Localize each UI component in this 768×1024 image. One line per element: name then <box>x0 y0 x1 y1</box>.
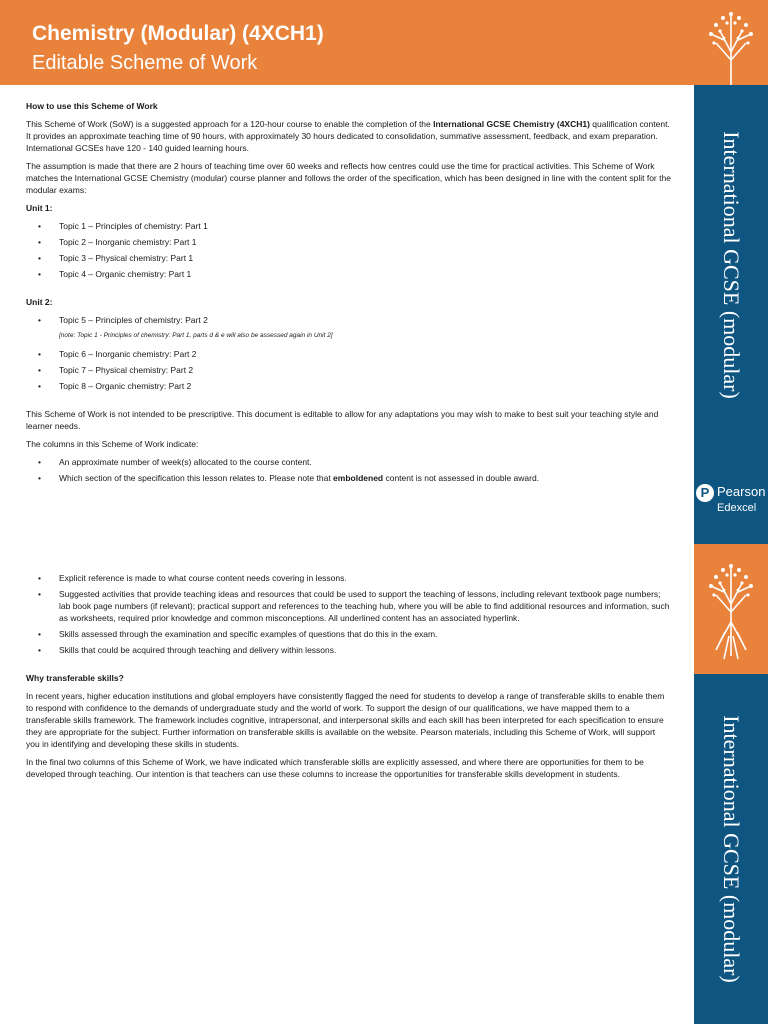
tree-icon <box>694 544 768 674</box>
list-item: • Topic 5 – Principles of chemistry: Part 2 <box>26 314 671 326</box>
columns-text-cont: content is not assessed in double award. <box>383 473 540 483</box>
list-item: • Topic 7 – Physical chemistry: Part 2 <box>26 364 671 376</box>
transferable-paragraph: In recent years, higher education institutions and global employers have consistently flagged the need for students to develop a range of transferable skills to enable them to respond with confidence to the demands of undergraduate study and the world of work. To support the design of our qualifications, we have mapped them to a transferable skills framework. The framework includes cognitive, intrapersonal, and interpersonal skills and each skill has been interpreted for each specification to ensure they are appropriate for the subject. Further information on transferable skills is available on the website. Pearson materials, including this Scheme of Work, will support you in identifying and developing these skills in students. <box>26 691 665 749</box>
assumption-paragraph: The assumption is made that there are 2 hours of teaching time over 60 weeks and reflects how centres could use the time for practical activities. This Scheme of Work matches the International GCSE Chemistry (modular) course planner and follows the order of the specification, which has been designed in line with the content split for the modular exams: <box>26 161 671 195</box>
list-item: • Topic 3 – Physical chemistry: Part 1 <box>26 252 671 264</box>
how-heading: How to use this Scheme of Work <box>26 101 158 111</box>
qualification-name: International GCSE Chemistry (4XCH1) <box>433 119 590 129</box>
why-heading: Why transferable skills? <box>26 673 124 683</box>
prescriptive-paragraph: This Scheme of Work is not intended to be prescriptive. This document is editable to allow for any adaptations you may wish to make to best suit your teaching style and learner needs. <box>26 409 659 431</box>
list-item: • Explicit reference is made to what course content needs covering in lessons. <box>26 572 671 584</box>
unit2-list-rest <box>26 348 671 392</box>
unit2-heading: Unit 2: <box>26 297 53 307</box>
columns-list <box>26 456 671 484</box>
page-title: Chemistry (Modular) (4XCH1) <box>32 22 324 45</box>
unit1-list <box>26 220 671 280</box>
sidebar-vertical-text: International GCSE (modular) <box>719 715 744 983</box>
columns-intro: The columns in this Scheme of Work indicate: <box>26 439 199 449</box>
page-header <box>0 0 768 85</box>
page-subtitle: Editable Scheme of Work <box>32 52 258 74</box>
intro-text: This Scheme of Work (SoW) is a suggested approach for a 120-hour course to enable the completion of the <box>26 119 434 129</box>
pearson-brand: Pearson <box>717 484 766 499</box>
columns-list-rest <box>26 572 671 656</box>
edexcel-brand: Edexcel <box>717 502 757 514</box>
list-item: • Topic 6 – Inorganic chemistry: Part 2 <box>26 348 671 360</box>
list-item: • Suggested activities that provide teaching ideas and resources that could be used to support the teaching of lessons, including relevant textbook page numbers; lab book page numbers (if relevant); practical support and references to the teaching hub, where you will be able to find additional resources and information, such as worksheets, required prior knowledge and common misconceptions. All underlined content has an associated hyperlink. <box>26 588 671 624</box>
list-item: • Topic 1 – Principles of chemistry: Part 1 <box>26 220 671 232</box>
columns-text: Which section of the specification this lesson relates to. Please note that <box>59 473 334 483</box>
list-item: • Skills assessed through the examination and specific examples of questions that do this in the exam. <box>26 628 671 640</box>
intro-paragraph <box>26 118 671 154</box>
list-item: • Topic 2 – Inorganic chemistry: Part 1 <box>26 236 671 248</box>
emboldened-word: emboldened <box>333 473 384 483</box>
tree-icon <box>694 0 768 85</box>
document-body <box>26 100 671 786</box>
list-item: • Topic 4 – Organic chemistry: Part 1 <box>26 268 671 280</box>
tree-logo-bottom <box>694 544 768 674</box>
list-item <box>26 472 671 484</box>
final-columns-paragraph: In the final two columns of this Scheme of Work, we have indicated which transferable skills are explicitly assessed, and where there are opportunities for them to be developed through teaching. Our intention is that teachers can use these columns to increase the opportunities for transferable skills development in students. <box>26 757 644 779</box>
sidebar-vertical-text: International GCSE (modular) <box>719 131 744 399</box>
list-item: • Skills that could be acquired through teaching and delivery within lessons. <box>26 644 671 656</box>
unit2-note: [note: Topic 1 - Principles of chemistry: Part 1, parts d & e will also be assessed again in Unit 2] <box>59 332 333 339</box>
list-item: • Topic 8 – Organic chemistry: Part 2 <box>26 380 671 392</box>
unit1-heading: Unit 1: <box>26 203 53 213</box>
unit2-list <box>26 314 671 326</box>
sidebar-top <box>694 85 768 544</box>
pearson-p-icon: P <box>696 484 714 502</box>
sidebar-bottom <box>694 674 768 1024</box>
tree-logo-top <box>694 0 768 85</box>
intro-text-cont: qualification content. It provides an approximate teaching time of 90 hours, with approximately 30 hours dedicated to consolidation, summative assessment, feedback, and exam preparation. International GCSEs have 120 - 140 guided learning hours. <box>26 119 670 153</box>
list-item: • An approximate number of week(s) allocated to the course content. <box>26 456 671 468</box>
